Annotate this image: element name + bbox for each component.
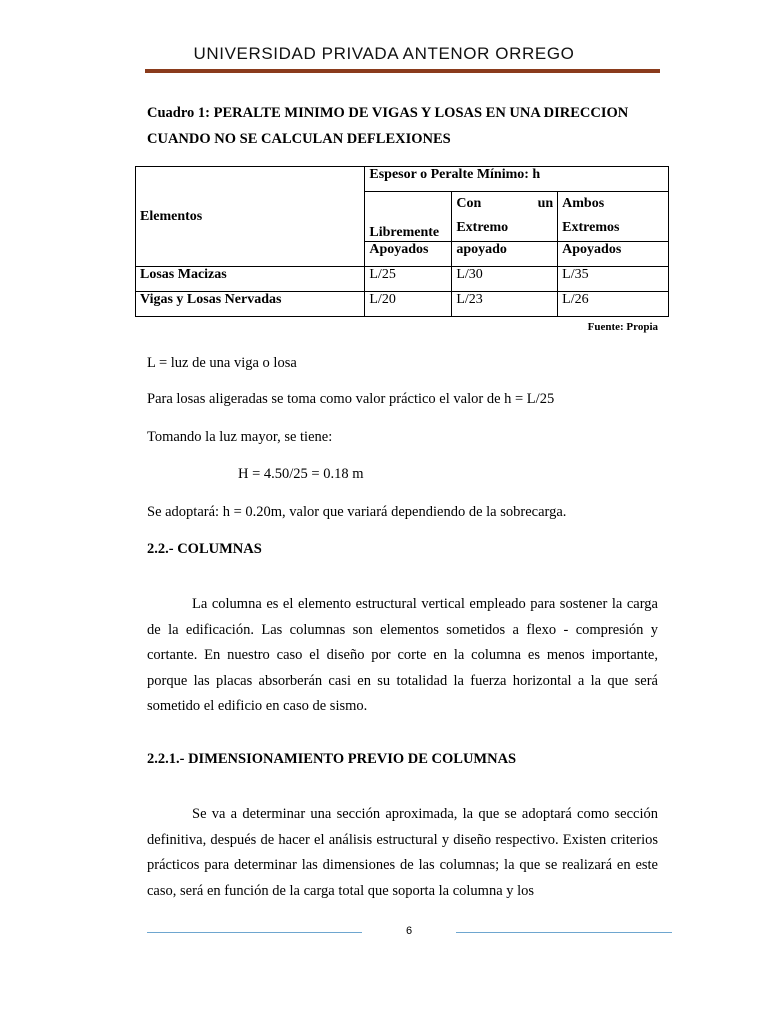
- formula: H = 4.50/25 = 0.18 m: [238, 466, 364, 482]
- luz-mayor-text: Tomando la luz mayor, se tiene:: [147, 429, 333, 445]
- col2-header-line3: apoyado: [452, 242, 558, 267]
- dimensionamiento-paragraph: Se va a determinar una sección aproximada, la que se adoptará como sección definitiva, después de hacer el análisis estructural y diseño respectivo. Existen criterios prácticos para determinar las dimensiones de las columnas; la que se realizará en este caso, será en función de la carga total que soporta la columna y los: [147, 806, 658, 899]
- col2-header: Con un Extremo: [452, 192, 558, 242]
- table-source: Fuente: Propia: [587, 321, 658, 333]
- col3-header: Ambos Extremos: [558, 192, 669, 242]
- page-header-title: UNIVERSIDAD PRIVADA ANTENOR ORREGO: [193, 44, 575, 63]
- footer-rule-right: [456, 932, 672, 933]
- section-columnas-heading: 2.2.- COLUMNAS: [147, 541, 262, 557]
- table-caption: Cuadro 1: PERALTE MINIMO DE VIGAS Y LOSAS EN UNA DIRECCION CUANDO NO SE CALCULAN DEFLEXIONES: [147, 105, 629, 147]
- page-number: 6: [405, 925, 413, 937]
- row-value: L/35: [558, 267, 669, 292]
- definition-l: L = luz de una viga o losa: [147, 355, 297, 371]
- row-value: L/30: [452, 267, 558, 292]
- row-value: L/26: [558, 292, 669, 317]
- row-element: Losas Macizas: [136, 267, 365, 292]
- adopta-text: Se adoptará: h = 0.20m, valor que variará dependiendo de la sobrecarga.: [147, 504, 567, 520]
- columnas-paragraph: La columna es el elemento estructural vertical empleado para sostener la carga de la edificación. Las columnas son elementos sometidos a flexo - compresión y cortante. En nuestro caso el diseño por corte en la columna es menos importante, porque las placas absorberán casi en su totalidad la fuerza horizontal a la que será sometido el edificio en caso de sismo.: [147, 596, 658, 714]
- row-value: L/23: [452, 292, 558, 317]
- elements-header: Elementos: [136, 167, 365, 267]
- row-value: L/25: [365, 267, 452, 292]
- row-value: L/20: [365, 292, 452, 317]
- section-dimensionamiento-heading: 2.2.1.- DIMENSIONAMIENTO PREVIO DE COLUMNAS: [147, 751, 517, 767]
- table-row: [136, 292, 669, 317]
- table-row: [136, 267, 669, 292]
- col3-header-line3: Apoyados: [558, 242, 669, 267]
- aligeradas-text: Para losas aligeradas se toma como valor práctico el valor de h = L/25: [147, 391, 555, 407]
- row-element: Vigas y Losas Nervadas: [136, 292, 365, 317]
- col1-header-line1: Libremente: [365, 192, 452, 242]
- col1-header-line2: Apoyados: [365, 242, 452, 267]
- header-rule: [145, 69, 660, 73]
- peralte-table: [135, 166, 669, 317]
- thickness-header: Espesor o Peralte Mínimo: h: [365, 167, 669, 192]
